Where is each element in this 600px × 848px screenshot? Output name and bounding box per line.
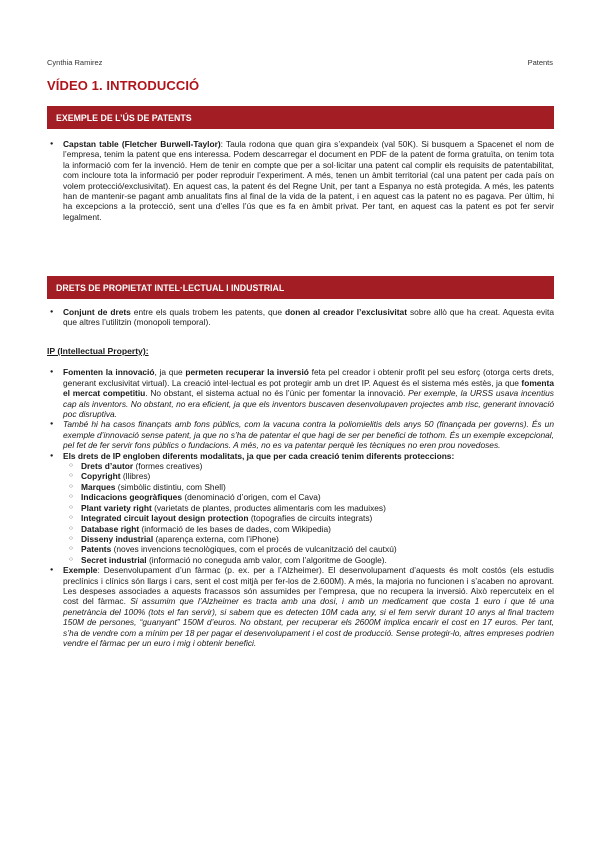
sublist-item <box>65 513 554 523</box>
right-desc: (simbòlic distintiu, com Shell) <box>115 481 226 492</box>
sublist-item <box>65 524 554 534</box>
right-name: Indicacions geogràfiques <box>81 492 182 503</box>
ip1-text-3: . No obstant, el sistema actual no és l’únic per fomentar la innovació. <box>145 388 409 399</box>
rights-bold-2: donen al creador l’exclusivitat <box>284 307 407 317</box>
ip1-bold-3: fomenta el mercat competitiu <box>63 377 554 399</box>
right-desc: (informació de les bases de dades, com Wikipedia) <box>139 523 331 534</box>
list-item <box>47 139 554 222</box>
right-name: Marques <box>81 481 116 492</box>
right-name: Patents <box>81 544 112 555</box>
right-desc: (topografies de circuits integrats) <box>248 513 373 524</box>
ip1-bold-2: permeten recuperar la inversió <box>185 367 309 378</box>
right-name: Drets d’autor <box>81 461 134 472</box>
subject-name: Patents <box>527 58 553 67</box>
example-text: : Desenvolupament d’un fàrmac (p. ex. per a l’Alzheimer). El desenvolupament d’aquests és molt costós (els estudis preclínics i clínics són llargs i cars, sent el cost mitjà per fer-los de 2.600M). A més, la majoria no funcionen i s’acaben no aprovant. Les despeses associades a aquests fracassos són assumides per l’empresa, que no recupera la inversió. Això repercuteix en el cost del fàrmac. <box>63 565 554 607</box>
right-name: Plant variety right <box>81 502 152 513</box>
author-name: Cynthia Ramirez <box>47 58 103 67</box>
ip3-bold: Els drets de IP engloben diferents modalitats, ja que per cada creació tenim diferents proteccions: <box>63 450 455 461</box>
sublist-item <box>65 555 554 565</box>
rights-sublist <box>65 461 554 565</box>
right-desc: (aparença externa, com l’iPhone) <box>153 533 279 544</box>
page-header <box>47 58 553 67</box>
right-desc: (formes creatives) <box>133 461 203 472</box>
ip1-text-1: , ja que <box>154 367 186 378</box>
sublist-item <box>65 534 554 544</box>
right-name: Secret industrial <box>81 554 147 565</box>
sublist-item <box>65 503 554 513</box>
rights-bold-1: Conjunt de drets <box>63 307 131 317</box>
sublist-item <box>65 471 554 481</box>
capstan-text: : Taula rodona que quan gira s’expandeix (val 50K). Si busquem a Spacenet el nom de l’empresa, tenim la patent que ens interessa. Podem descarregar el document en PDF de la patent de forma gratuïta, on tenim tota la informació com fer la invenció. Hem de tenir en compte que per a sol·licitar una patent cal complir els requisits de patentabilitat, com incloure tota la informació per poder reproduir l’experiment. A més, tenen un àmbit territorial (cal una patent per cada país on volem protecció/exclusivitat). En aquest cas, la patent és del Regne Unit, per tant a Espanya no està protegida. A més, les patents han de mantenir-se pagant amb anualitats fins al final de la vida de la patent, i en aquest cas la patent no es pagava. Per últim, hi ha excepcions a la protecció, sent una d’elles l’ús que es fa en àmbit privat. Per tant, en aquest cas la patent es pot fer servir legalment. <box>63 139 554 222</box>
right-name: Copyright <box>81 471 121 482</box>
section-heading-ip-rights: DRETS DE PROPIETAT INTEL·LECTUAL I INDUSTRIAL <box>47 276 554 299</box>
example-italic: Si assumim que l’Alzheimer es tracta amb una dosi, i amb un medicament que costa 1 euro i que té una penetrància del 100% (tots el fan servir), si sabem que es detecten 10M cada any, si el fem servir durant 10 anys al final tractem 150M de persones, “guanyant” 150M d’euros. No obstant, per recuperar els 2600M implica encarir el cost en 17 euros. Per tant, s’ha de vendre com a mínim per 18 per pagar el desenvolupament i el cost de producció. Sense protegir-lo, altres empreses podrien vendre el fàrmac per un euro i mig i obtenir benefici. <box>63 596 554 648</box>
right-desc: (varietats de plantes, productes alimentaris com les maduixes) <box>151 502 386 513</box>
right-desc: (noves invencions tecnològiques, com el procés de vulcanització del cautxú) <box>111 544 397 555</box>
right-desc: (informació no coneguda amb valor, com l’algoritme de Google). <box>146 554 387 565</box>
ip-heading: IP (Intellectual Property): <box>47 346 149 356</box>
list-item <box>47 419 554 450</box>
rights-text-1: entre els quals trobem les patents, que <box>130 307 285 317</box>
capstan-title: Capstan table (Fletcher Burwell-Taylor) <box>63 139 221 149</box>
rights-text-2: sobre allò que ha creat. Aquesta evita que altres l’utilitzin (monopoli temporal). <box>63 307 554 328</box>
sublist-item <box>65 492 554 502</box>
ip-section <box>47 346 554 648</box>
right-name: Database right <box>81 523 140 534</box>
right-desc: (denominació d’origen, com el Cava) <box>182 492 321 503</box>
section-heading-patents-example: EXEMPLE DE L’ÚS DE PATENTS <box>47 106 554 129</box>
right-name: Integrated circuit layout design protection <box>81 513 249 524</box>
ip2-italic: També hi ha casos finançats amb fons públics, com la vacuna contra la poliomielitis dels anys 50 (finançada per governs). És un exemple d’innovació sense patent, ja que no s’ha de patentar el que hagi de ser per benefici de tothom. És un exemple excepcional, pel fet de fer servir fons públics o fundacions. A més, no es va patentar perquè les tècniques no eren prou novedoses. <box>63 419 554 451</box>
document-title: VÍDEO 1. INTRODUCCIÓ <box>47 78 200 93</box>
section-body-ip-rights <box>47 307 554 328</box>
ip1-italic: Per exemple, la URSS usava incentius cap als inventors. No obstant, no era eficient, ja que els inventors buscaven desenvolupaven projectes amb risc, generant innovació poc disruptiva. <box>63 388 554 420</box>
right-name: Disseny industrial <box>81 533 154 544</box>
right-desc: (llibres) <box>120 471 151 482</box>
list-item <box>47 451 554 565</box>
list-item <box>47 307 554 328</box>
ip1-bold-1: Fomenten la innovació <box>63 367 155 378</box>
example-bold: Exemple <box>63 565 98 576</box>
sublist-item <box>65 461 554 471</box>
list-item <box>47 367 554 419</box>
list-item <box>47 565 554 648</box>
ip1-text-2: feta pel creador i obtenir profit pel seu esforç (otorga certs drets, generant exclusivitat virtual). La creació intel·lectual es pot protegir amb un dret IP. Aquest és el sistema més estès, ja que <box>63 367 554 388</box>
sublist-item <box>65 544 554 554</box>
sublist-item <box>65 482 554 492</box>
section-body-patents-example <box>47 139 554 222</box>
